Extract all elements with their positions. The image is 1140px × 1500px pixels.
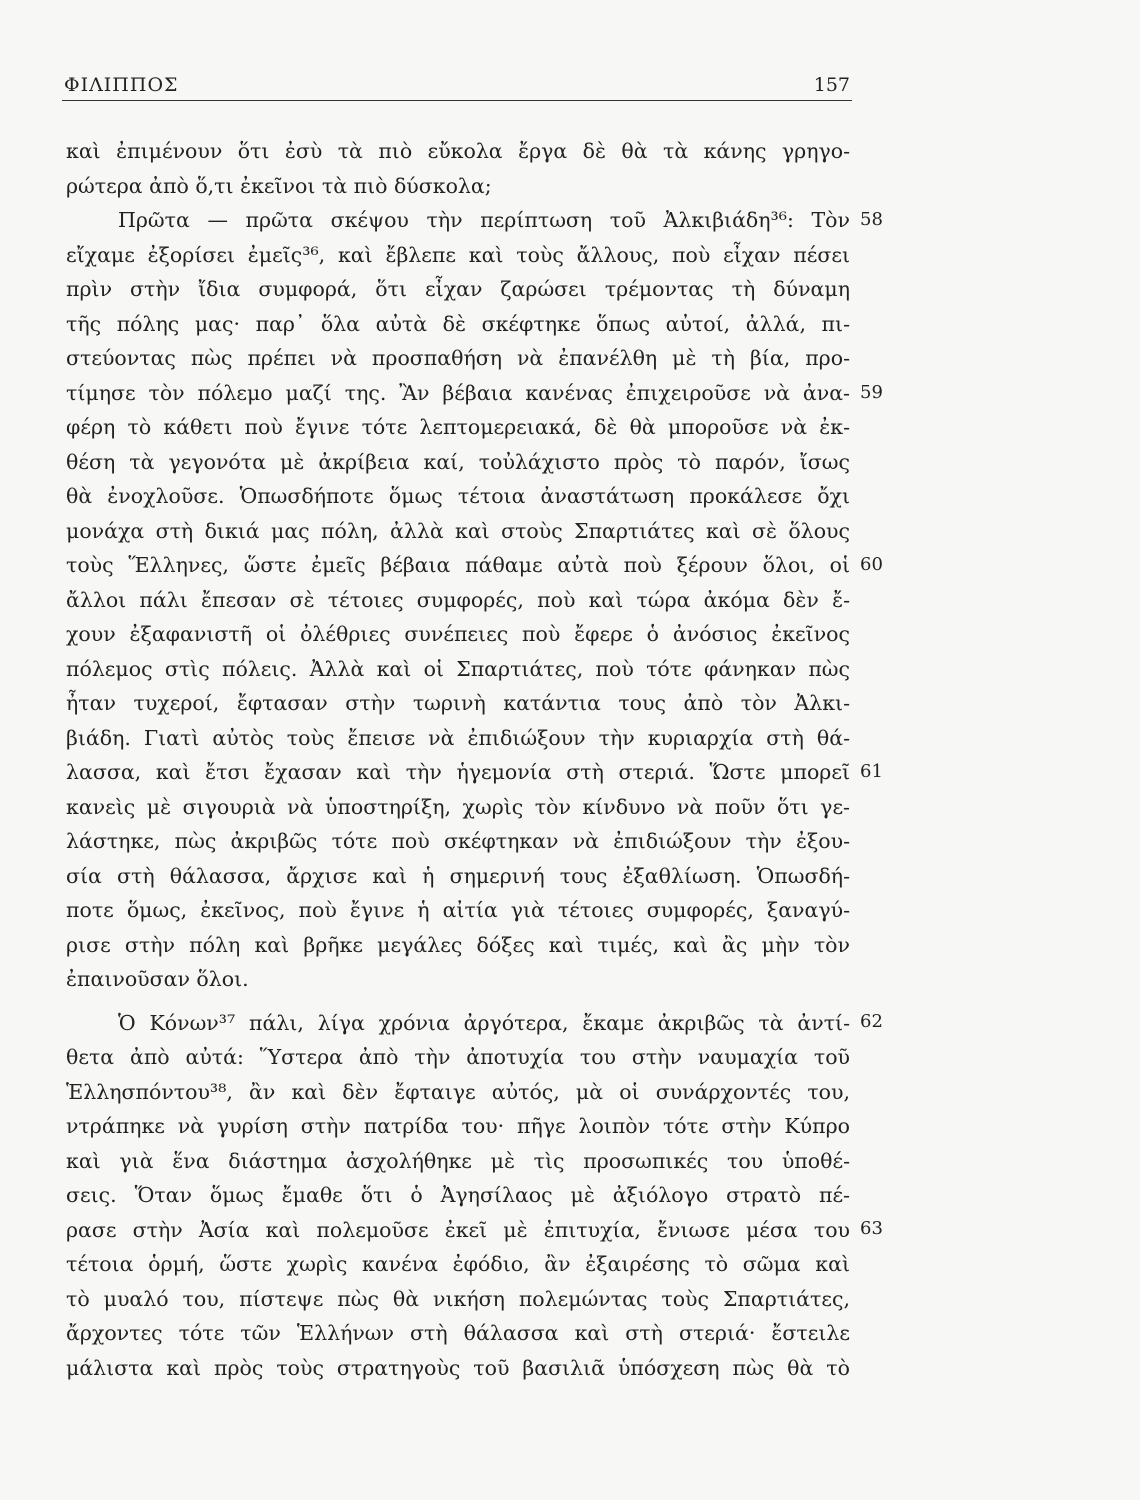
text-line: θετα ἀπὸ αὐτά: Ὕστερα ἀπὸ τὴν ἀποτυχία του στὴν ναυμαχία τοῦ [66, 1045, 850, 1069]
page-number: 157 [813, 74, 850, 96]
text-line: φέρη τὸ κάθετι ποὺ ἔγινε τότε λεπτομερειακά, δὲ θὰ μποροῦσε νὰ ἐκ- [66, 415, 850, 439]
text-line: τέτοια ὁρμή, ὥστε χωρὶς κανένα ἐφόδιο, ἂν ἐξαιρέσης τὸ σῶμα καὶ [66, 1252, 850, 1276]
section-number: 59 [860, 381, 883, 403]
text-line: ποτε ὅμως, ἐκεῖνος, ποὺ ἔγινε ἡ αἰτία γιὰ τέτοιες συμφορές, ξαναγύ- [66, 898, 850, 922]
section-number: 61 [860, 761, 883, 782]
text-line: λάστηκε, πὼς ἀκριβῶς τότε ποὺ σκέφτηκαν νὰ ἐπιδιώξουν τὴν ἐξου- [66, 829, 850, 853]
text-line: Ὁ Κόνων³⁷ πάλι, λίγα χρόνια ἀργότερα, ἔκαμε ἀκριβῶς τὰ ἀντί- [118, 1010, 850, 1035]
text-line: καὶ ἐπιμένουν ὅτι ἐσὺ τὰ πιὸ εὔκολα ἔργα δὲ θὰ τὰ κάνης γρηγο- [66, 139, 850, 163]
section-number: 58 [860, 209, 883, 230]
text-line: λασσα, καὶ ἔτσι ἔχασαν καὶ τὴν ἡγεμονία στὴ στεριά. Ὥστε μπορεῖ [66, 760, 850, 784]
text-line: ρώτερα ἀπὸ ὅ,τι ἐκεῖνοι τὰ πιὸ δύσκολα; [66, 173, 492, 198]
text-line: στεύοντας πὼς πρέπει νὰ προσπαθήση νὰ ἐπανέλθη μὲ τὴ βία, προ- [66, 346, 850, 370]
text-line: εἴχαμε ἐξορίσει ἐμεῖς³⁶, καὶ ἔβλεπε καὶ τοὺς ἄλλους, ποὺ εἶχαν πέσει [66, 242, 850, 267]
text-line: μάλιστα καὶ πρὸς τοὺς στρατηγοὺς τοῦ βασιλιᾶ ὑπόσχεση πὼς θὰ τὸ [66, 1355, 850, 1380]
text-line: μονάχα στὴ δικιά μας πόλη, ἀλλὰ καὶ στοὺς Σπαρτιάτες καὶ σὲ ὅλους [66, 518, 850, 543]
text-line: χουν ἐξαφανιστῆ οἱ ὀλέθριες συνέπειες ποὺ ἔφερε ὁ ἀνόσιος ἐκεῖνος [66, 622, 850, 646]
text-line: ρασε στὴν Ἀσία καὶ πολεμοῦσε ἐκεῖ μὲ ἐπιτυχία, ἔνιωσε μέσα του [66, 1217, 850, 1242]
text-line: πρὶν στὴν ἴδια συμφορά, ὅτι εἶχαν ζαρώσει τρέμοντας τὴ δύναμη [66, 277, 850, 301]
text-line: σία στὴ θάλασσα, ἄρχισε καὶ ἡ σημερινή τους ἐξαθλίωση. Ὁπωσδή- [66, 863, 850, 888]
text-line: ρισε στὴν πόλη καὶ βρῆκε μεγάλες δόξες καὶ τιμές, καὶ ἂς μὴν τὸν [66, 932, 850, 957]
text-line: ἄρχοντες τότε τῶν Ἑλλήνων στὴ θάλασσα καὶ στὴ στεριά· ἔστειλε [66, 1321, 850, 1345]
text-line: κανεὶς μὲ σιγουριὰ νὰ ὑποστηρίξη, χωρὶς τὸν κίνδυνο νὰ ποῦν ὅτι γε- [66, 794, 850, 819]
text-line: Πρῶτα — πρῶτα σκέψου τὴν περίπτωση τοῦ Ἀλκιβιάδη³⁶: Τὸν [118, 208, 850, 232]
section-number: 60 [860, 554, 883, 575]
text-line: πόλεμος στὶς πόλεις. Ἀλλὰ καὶ οἱ Σπαρτιάτες, ποὺ τότε φάνηκαν πὼς [66, 656, 850, 681]
body-text [66, 134, 850, 1385]
text-line: ντράπηκε νὰ γυρίση στὴν πατρίδα του· πῆγε λοιπὸν τότε στὴν Κύπρο [66, 1114, 850, 1138]
text-line: ἐπαινοῦσαν ὅλοι. [66, 967, 249, 991]
text-line: τῆς πόλης μας· παρ᾽ ὅλα αὐτὰ δὲ σκέφτηκε ὅπως αὐτοί, ἀλλά, πι- [66, 311, 850, 336]
text-line: τοὺς Ἕλληνες, ὥστε ἐμεῖς βέβαια πάθαμε αὐτὰ ποὺ ξέρουν ὅλοι, οἱ [66, 553, 850, 577]
text-line: θέση τὰ γεγονότα μὲ ἀκρίβεια καί, τοὐλάχιστο πρὸς τὸ παρόν, ἴσως [66, 449, 850, 474]
paragraph-gap [66, 997, 850, 1006]
text-line: ἄλλοι πάλι ἔπεσαν σὲ τέτοιες συμφορές, ποὺ καὶ τώρα ἀκόμα δὲν ἔ- [66, 587, 850, 612]
text-line: τίμησε τὸν πόλεμο μαζί της. Ἂν βέβαια κανένας ἐπιχειροῦσε νὰ ἀνα- [66, 380, 850, 405]
running-head [62, 70, 852, 101]
chapter-title: ΦΙΛΙΠΠΟΣ [64, 74, 179, 96]
text-line: καὶ γιὰ ἕνα διάστημα ἀσχολήθηκε μὲ τὶς προσωπικές του ὑποθέ- [66, 1148, 850, 1173]
section-number: 63 [860, 1218, 883, 1239]
text-line: θὰ ἐνοχλοῦσε. Ὁπωσδήποτε ὅμως τέτοια ἀναστάτωση προκάλεσε ὄχι [66, 484, 850, 508]
text-line: σεις. Ὅταν ὅμως ἔμαθε ὅτι ὁ Ἀγησίλαος μὲ ἀξιόλογο στρατὸ πέ- [66, 1183, 850, 1207]
text-line: τὸ μυαλό του, πίστεψε πὼς θὰ νικήση πολεμώντας τοὺς Σπαρτιάτες, [66, 1286, 850, 1311]
text-line: ἦταν τυχεροί, ἔφτασαν στὴν τωρινὴ κατάντια τους ἀπὸ τὸν Ἀλκι- [66, 691, 850, 715]
text-line: Ἑλλησπόντου³⁸, ἂν καὶ δὲν ἔφταιγε αὐτός, μὰ οἱ συνάρχοντές του, [66, 1079, 850, 1104]
text-line: βιάδη. Γιατὶ αὐτὸς τοὺς ἔπεισε νὰ ἐπιδιώξουν τὴν κυριαρχία στὴ θά- [66, 725, 850, 750]
section-number: 62 [860, 1011, 883, 1032]
